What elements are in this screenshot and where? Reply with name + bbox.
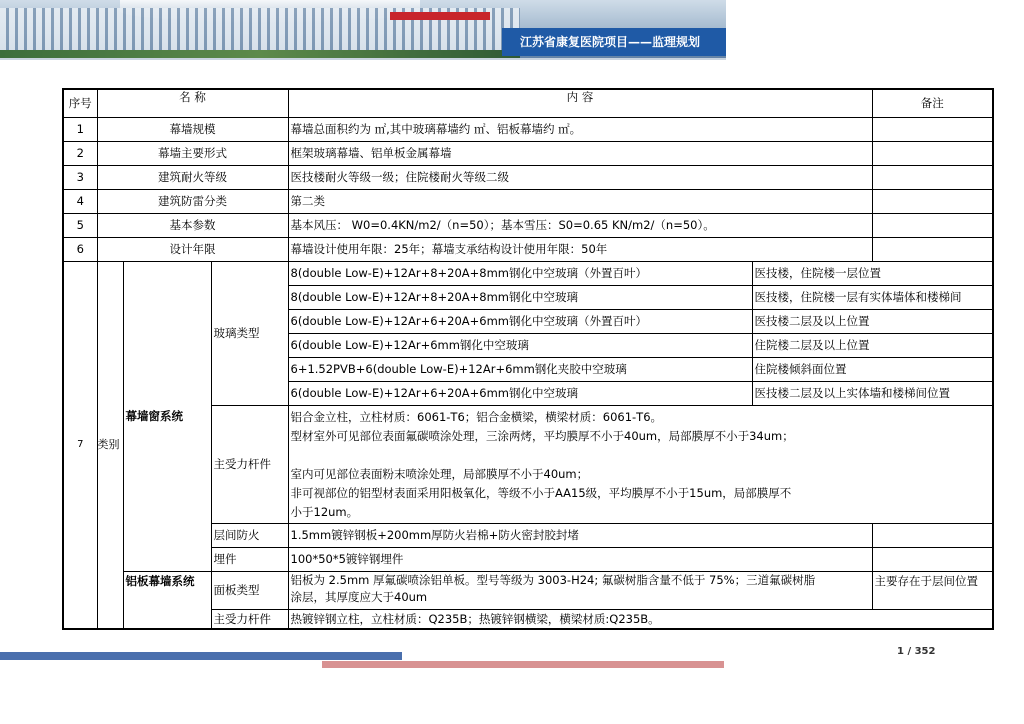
row-content: 第二类 [288,189,872,213]
row-content: 基本风压： W0=0.4KN/m2/（n=50）；基本雪压：S0=0.65 KN/m2/（n=50）。 [288,213,872,237]
row-no: 1 [63,117,97,141]
row-name: 幕墙主要形式 [97,141,288,165]
fire-separation-remark [872,523,993,547]
row-no: 6 [63,237,97,261]
row-remark [872,213,993,237]
glass-spec: 6(double Low-E)+12Ar+6+20A+6mm钢化中空玻璃（外置百叶） [288,309,752,333]
page-number: 1 / 352 [897,646,936,657]
glass-position: 医技楼，住院楼一层有实体墙体和楼梯间 [752,285,993,309]
header-name: 名 称 [97,89,288,117]
glass-type-label: 玻璃类型 [211,261,288,405]
panel-type-label: 面板类型 [211,571,288,609]
row-no: 4 [63,189,97,213]
glass-position: 医技楼，住院楼一层位置 [752,261,993,285]
glass-spec: 6+1.52PVB+6(double Low-E)+12Ar+6mm钢化夹胶中空玻璃 [288,357,752,381]
header-banner [0,0,726,60]
main-member-content [288,405,993,523]
glass-position: 医技楼二层及以上位置 [752,309,993,333]
curtain-wall-table [62,88,994,630]
row-name: 建筑防雷分类 [97,189,288,213]
row-remark [872,189,993,213]
fire-separation-label: 层间防火 [211,523,288,547]
glass-position: 住院楼倾斜面位置 [752,357,993,381]
main-member-line: 小于12um。 [290,504,359,519]
row-no: 3 [63,165,97,189]
row-no: 5 [63,213,97,237]
row-content: 医技楼耐火等级一级；住院楼耐火等级二级 [288,165,872,189]
row-no: 2 [63,141,97,165]
glass-position: 医技楼二层及以上实体墙和楼梯间位置 [752,381,993,405]
row-name: 设计年限 [97,237,288,261]
panel-line: 铝板为 2.5mm 厚氟碳喷涂铝单板。型号等级为 3003-H24; 氟碳树脂含量不低于 75%；三道氟碳树脂 [290,572,816,587]
fire-separation-content: 1.5mm镀锌钢板+200mm厚防火岩棉+防火密封胶封堵 [288,523,872,547]
document-title: 江苏省康复医院项目——监理规划 [502,28,726,56]
footer-blue-bar [0,652,402,660]
glass-spec: 8(double Low-E)+12Ar+8+20A+8mm钢化中空玻璃（外置百叶） [288,261,752,285]
main-member-line: 铝合金立柱，立柱材质：6061-T6；铝合金横梁，横梁材质：6061-T6。 [290,409,663,424]
panel-line: 涂层，其厚度应大于40um [290,589,428,604]
glass-spec: 6(double Low-E)+12Ar+6+20A+6mm钢化中空玻璃 [288,381,752,405]
row-content: 幕墙总面积约为 ㎡,其中玻璃幕墙约 ㎡、铝板幕墙约 ㎡。 [288,117,872,141]
al-member-label: 主受力杆件 [211,609,288,629]
table-header-row [63,89,993,117]
panel-content [288,571,872,609]
header-remark: 备注 [872,89,993,117]
row-no: 7 [63,261,97,629]
embed-content: 100*50*5镀锌钢埋件 [288,547,872,571]
embed-label: 埋件 [211,547,288,571]
main-member-line: 室内可见部位表面粉末喷涂处理，局部膜厚不小于40um； [290,466,589,481]
aluminum-panel-system: 铝板幕墙系统 [123,571,211,629]
header-content: 内 容 [288,89,872,117]
row-name: 幕墙规模 [97,117,288,141]
table-row [63,571,993,609]
main-member-line [291,446,991,465]
row-content: 框架玻璃幕墙、铝单板金属幕墙 [288,141,872,165]
table-row [63,189,993,213]
footer-pink-bar [322,661,724,668]
table-row [63,141,993,165]
header-divider [0,58,726,60]
main-member-line: 型材室外可见部位表面氟碳喷涂处理，三涂两烤，平均膜厚不小于40um，局部膜厚不小于34um； [290,428,794,443]
row-remark [872,237,993,261]
al-member-content: 热镀锌钢立柱，立柱材质：Q235B；热镀锌钢横梁，横梁材质:Q235B。 [288,609,993,629]
panel-remark: 主要存在于层间位置 [872,571,993,609]
glass-position: 住院楼二层及以上位置 [752,333,993,357]
main-member-label: 主受力杆件 [211,405,288,523]
main-member-line: 非可视部位的铝型材表面采用阳极氧化，等级不小于AA15级，平均膜厚不小于15um，局部膜厚不 [290,485,792,500]
row-name: 基本参数 [97,213,288,237]
table-row [63,117,993,141]
table-row [63,237,993,261]
glass-spec: 6(double Low-E)+12Ar+6mm钢化中空玻璃 [288,333,752,357]
building-sign [390,12,490,20]
embed-remark [872,547,993,571]
table-row [63,261,993,285]
row-content: 幕墙设计使用年限：25年；幕墙支承结构设计使用年限：50年 [288,237,872,261]
table-row [63,213,993,237]
header-no: 序号 [63,89,97,117]
row-name: 建筑耐火等级 [97,165,288,189]
row-remark [872,141,993,165]
curtain-window-system: 幕墙窗系统 [123,261,211,571]
row-remark [872,117,993,141]
table-row [63,165,993,189]
category-cell: 类别 [97,261,123,629]
row-remark [872,165,993,189]
glass-spec: 8(double Low-E)+12Ar+8+20A+8mm钢化中空玻璃 [288,285,752,309]
